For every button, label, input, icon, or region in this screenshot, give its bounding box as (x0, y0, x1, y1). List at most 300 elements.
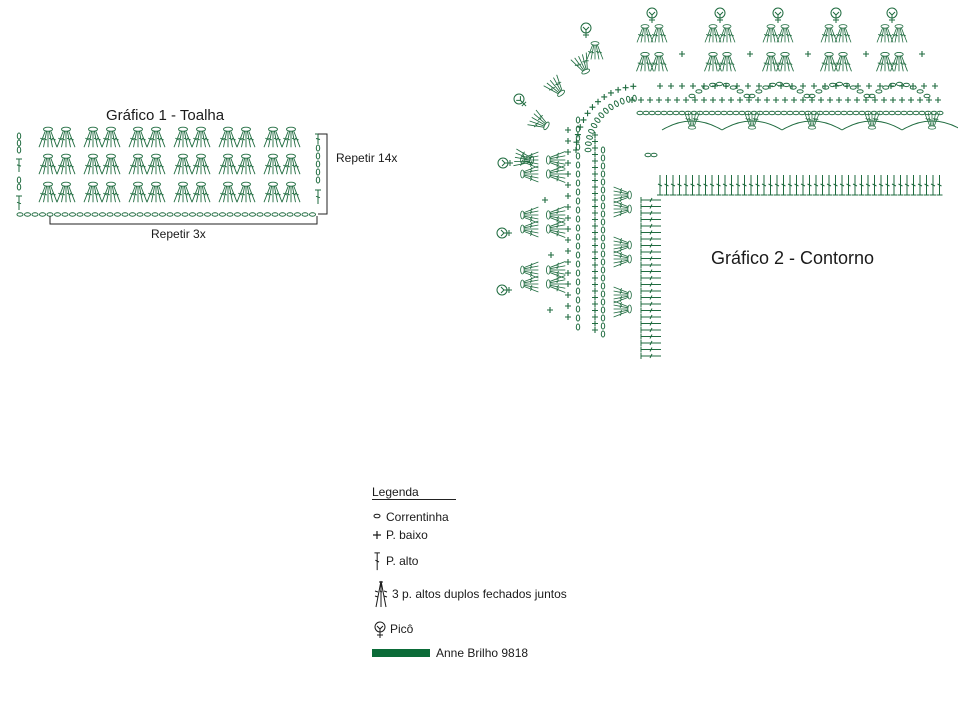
double-crochet-stitch (16, 196, 22, 210)
chain-stitch (793, 111, 799, 114)
chain-stitch (601, 243, 604, 249)
chain-stitch (901, 111, 907, 114)
double-crochet-stitch (774, 175, 780, 195)
picot-stitch (887, 8, 897, 23)
cluster-fan (174, 154, 192, 174)
double-crochet-stitch (677, 175, 683, 195)
chain-stitch (316, 169, 319, 175)
cluster-fan (546, 152, 565, 169)
chain-stitch (620, 98, 625, 105)
chain-stitch (122, 213, 128, 216)
chain-stitch (777, 82, 783, 85)
double-crochet-stitch (641, 243, 661, 249)
chain-stitch (55, 213, 61, 216)
chain-stitch (167, 213, 173, 216)
chain-stitch (829, 111, 835, 114)
double-crochet-stitch (315, 134, 321, 144)
chain-stitch (576, 252, 579, 258)
double-crochet-stitch (641, 288, 661, 294)
chart-2-title: Gráfico 2 - Contorno (711, 248, 875, 268)
single-crochet-stitch (863, 51, 869, 57)
single-crochet-stitch (592, 301, 598, 307)
chain-stitch (787, 111, 793, 114)
chain-stitch (643, 111, 649, 114)
double-crochet-stitch (904, 175, 910, 195)
chain-stitch (576, 306, 579, 312)
chain-stitch (601, 251, 604, 257)
single-crochet-stitch (592, 321, 598, 327)
single-crochet-stitch (908, 97, 914, 103)
cluster-fan (282, 127, 300, 147)
single-crochet-stitch (592, 197, 598, 203)
double-crochet-stitch (657, 175, 663, 195)
cluster-fan (544, 75, 569, 100)
single-crochet-stitch (565, 204, 571, 210)
double-crochet-stitch (664, 175, 670, 195)
chain-stitch (576, 189, 579, 195)
single-crochet-stitch (657, 83, 663, 89)
picot-stitch (773, 8, 783, 23)
chain-stitch (576, 297, 579, 303)
chain-stitch (197, 213, 203, 216)
chain-stitch (889, 111, 895, 114)
single-crochet-stitch (592, 230, 598, 236)
single-crochet-stitch (565, 160, 571, 166)
single-crochet-stitch (690, 83, 696, 89)
chain-stitch (32, 213, 38, 216)
double-crochet-stitch (641, 262, 661, 268)
double-crochet-stitch (833, 175, 839, 195)
single-crochet-stitch (818, 97, 824, 103)
single-crochet-stitch (565, 303, 571, 309)
single-crochet-stitch (615, 87, 621, 93)
chain-stitch (649, 111, 655, 114)
single-crochet-stitch (656, 97, 662, 103)
cluster-fan (192, 127, 210, 147)
repeat-cols-bracket (50, 216, 317, 224)
double-crochet-stitch (820, 175, 826, 195)
cluster-fan (147, 182, 165, 202)
cluster-fan (637, 52, 654, 71)
picot-stitch (831, 8, 841, 23)
single-crochet-stitch (745, 83, 751, 89)
chain-stitch (576, 234, 579, 240)
cluster-fan (192, 182, 210, 202)
double-crochet-stitch (641, 249, 661, 255)
single-crochet-stitch (764, 97, 770, 103)
double-crochet-stitch (742, 175, 748, 195)
chain-stitch (601, 203, 604, 209)
cluster-fan (763, 25, 779, 43)
single-crochet-stitch (773, 97, 779, 103)
chain-stitch (250, 213, 256, 216)
chain-stitch (601, 275, 604, 281)
chain-stitch (576, 288, 579, 294)
chain-stitch (107, 213, 113, 216)
double-crochet-stitch (709, 175, 715, 195)
double-crochet-stitch (683, 175, 689, 195)
chain-stitch (847, 111, 853, 114)
cluster-fan (891, 52, 908, 71)
chain-stitch (721, 111, 727, 114)
double-crochet-stitch (748, 175, 754, 195)
single-crochet-stitch (919, 51, 925, 57)
single-crochet-stitch (592, 184, 598, 190)
single-crochet-stitch (592, 295, 598, 301)
cluster-fan (521, 276, 539, 292)
chain-stitch (924, 94, 930, 97)
chain-stitch (757, 111, 763, 114)
single-crochet-stitch (601, 94, 607, 100)
chain-stitch (601, 179, 604, 185)
single-crochet-stitch (782, 97, 788, 103)
chain-stitch (841, 111, 847, 114)
double-crochet-stitch (885, 175, 891, 195)
double-crochet-stitch (937, 175, 943, 195)
double-crochet-stitch (716, 175, 722, 195)
chain-stitch (280, 213, 286, 216)
chain-stitch (877, 111, 883, 114)
chain-stitch (17, 133, 20, 139)
cluster-fan (237, 154, 255, 174)
cluster-fan (546, 207, 565, 224)
cluster-fan (637, 25, 653, 43)
chain-stitch (576, 225, 579, 231)
chain-stitch (272, 213, 278, 216)
picot-stitch (647, 8, 657, 23)
cluster-fan (129, 154, 147, 174)
double-crochet-stitch (641, 334, 661, 340)
single-crochet-stitch (665, 97, 671, 103)
chain-stitch (190, 213, 196, 216)
single-crochet-stitch (778, 83, 784, 89)
single-crochet-stitch (592, 223, 598, 229)
single-crochet-stitch (845, 97, 851, 103)
chain-stitch (576, 171, 579, 177)
single-crochet-stitch (755, 97, 761, 103)
chain-stitch (651, 153, 657, 156)
cluster-fan (282, 182, 300, 202)
cluster-fan (129, 182, 147, 202)
cluster-fan (821, 25, 837, 43)
single-crochet-stitch (548, 252, 554, 258)
cluster-fan (192, 154, 210, 174)
single-crochet-stitch (565, 171, 571, 177)
double-crochet-stitch (755, 175, 761, 195)
chain-stitch (85, 213, 91, 216)
chain-stitch (601, 227, 604, 233)
single-crochet-stitch (608, 90, 614, 96)
single-crochet-stitch (866, 83, 872, 89)
single-crochet-stitch (565, 182, 571, 188)
cluster-fan (891, 25, 907, 43)
chain-stitch (601, 219, 604, 225)
single-crochet-stitch (565, 237, 571, 243)
chain-stitch (295, 213, 301, 216)
chart-1-title: Gráfico 1 - Toalha (106, 107, 225, 124)
chain-stitch (212, 213, 218, 216)
chain-stitch (62, 213, 68, 216)
repeat-rows-label: Repetir 14x (336, 151, 398, 165)
chain-stitch (709, 111, 715, 114)
single-crochet-stitch (701, 97, 707, 103)
picot-stitch (715, 8, 725, 23)
cluster-fan (147, 154, 165, 174)
single-crochet-stitch (917, 97, 923, 103)
chain-stitch (576, 261, 579, 267)
single-crochet-stitch (592, 243, 598, 249)
chain-stitch (576, 153, 579, 159)
chain-stitch (756, 90, 762, 93)
chain-stitch (17, 147, 20, 153)
single-crochet-stitch (630, 83, 636, 89)
single-crochet-stitch (592, 217, 598, 223)
chain-stitch (316, 145, 319, 151)
chain-stitch (152, 213, 158, 216)
single-crochet-stitch (800, 83, 806, 89)
chain-stitch (679, 111, 685, 114)
single-crochet-stitch (592, 249, 598, 255)
single-crochet-stitch (580, 117, 586, 123)
single-crochet-stitch (592, 210, 598, 216)
chain-stitch (799, 111, 805, 114)
chain-stitch (769, 111, 775, 114)
double-crochet-stitch (787, 175, 793, 195)
chain-stitch (797, 90, 803, 93)
single-crochet-stitch (565, 149, 571, 155)
chain-stitch (601, 267, 604, 273)
repeat-cols-label: Repetir 3x (151, 227, 206, 241)
chain-stitch (763, 111, 769, 114)
cluster-fan (614, 251, 632, 267)
chain-stitch (576, 216, 579, 222)
double-crochet-stitch (641, 353, 661, 359)
chain-stitch (175, 213, 181, 216)
chain-stitch (17, 177, 20, 183)
chain-stitch (100, 213, 106, 216)
cluster-fan (219, 127, 237, 147)
cluster-fan (102, 154, 120, 174)
chain-stitch (130, 213, 136, 216)
cluster-fan (821, 52, 838, 71)
single-crochet-stitch (592, 288, 598, 294)
chain-stitch (40, 213, 46, 216)
double-crochet-stitch (641, 269, 661, 275)
legend-title: Legenda (372, 485, 419, 499)
single-crochet-stitch (565, 215, 571, 221)
double-crochet-stitch (641, 321, 661, 327)
picot-icon (372, 620, 388, 640)
chain-stitch (576, 279, 579, 285)
double-crochet-stitch (859, 175, 865, 195)
cluster-fan (57, 127, 75, 147)
chain-stitch (601, 259, 604, 265)
double-crochet-stitch (878, 175, 884, 195)
cluster-fan (237, 127, 255, 147)
chain-stitch (673, 111, 679, 114)
cluster-fan (219, 182, 237, 202)
chain-stitch (17, 184, 20, 190)
single-crochet-stitch (565, 226, 571, 232)
single-crochet-stitch (734, 83, 740, 89)
picot-stitch (512, 92, 530, 110)
single-crochet-stitch (592, 275, 598, 281)
cluster-fan (527, 110, 552, 134)
chain-stitch (816, 90, 822, 93)
double-crochet-stitch (826, 175, 832, 195)
chain-stitch (576, 198, 579, 204)
legend (372, 482, 632, 672)
chain-stitch (576, 243, 579, 249)
single-crochet-stitch (679, 83, 685, 89)
chain-stitch (717, 82, 723, 85)
chain-stitch (77, 213, 83, 216)
cluster-fan (57, 182, 75, 202)
double-crochet-stitch (852, 175, 858, 195)
single-crochet-stitch (592, 191, 598, 197)
double-crochet-stitch (641, 282, 661, 288)
chain-stitch (603, 107, 610, 114)
chain-stitch (837, 82, 843, 85)
chain-stitch (727, 111, 733, 114)
chain-stitch (703, 111, 709, 114)
double-crochet-stitch (641, 230, 661, 236)
single-crochet-stitch (877, 83, 883, 89)
cluster-fan (777, 25, 793, 43)
cluster-fan (546, 276, 565, 293)
chain-stitch (586, 135, 593, 140)
single-crochet-stitch (747, 51, 753, 57)
double-crochet-stitch (735, 175, 741, 195)
cluster-fan (57, 154, 75, 174)
cluster-fan (521, 207, 539, 223)
cluster-fan (39, 127, 57, 147)
single-crochet-stitch (565, 127, 571, 133)
chain-stitch (823, 111, 829, 114)
legend-label: Correntinha (386, 510, 449, 524)
single-crochet-stitch (565, 270, 571, 276)
chain-stitch (576, 162, 579, 168)
cluster-fan (546, 221, 565, 238)
cluster-fan (237, 182, 255, 202)
chain-stitch (585, 148, 591, 151)
single-crochet-stitch (921, 83, 927, 89)
single-crochet-stitch (674, 97, 680, 103)
single-crochet-stitch (647, 97, 653, 103)
double-crochet-stitch (807, 175, 813, 195)
single-crochet-stitch (899, 97, 905, 103)
cluster-fan (705, 52, 722, 71)
double-crochet-stitch (690, 175, 696, 195)
single-crochet-stitch (542, 197, 548, 203)
chain-stitch (715, 111, 721, 114)
single-crochet-stitch (592, 139, 598, 145)
chain-stitch (47, 213, 53, 216)
cluster-fan (546, 166, 565, 183)
chain-stitch (601, 283, 604, 289)
chain-stitch (316, 153, 319, 159)
double-crochet-stitch (696, 175, 702, 195)
chain-stitch (576, 315, 579, 321)
cluster-fan (614, 187, 632, 203)
chain-stitch (92, 213, 98, 216)
cluster-fan (835, 25, 851, 43)
chain-stitch (265, 213, 271, 216)
chain-stitch (235, 213, 241, 216)
cluster-fan (129, 127, 147, 147)
chain-stitch (17, 213, 23, 216)
cluster-fan (763, 52, 780, 71)
chain-stitch (645, 153, 651, 156)
cluster-fan (84, 182, 102, 202)
double-crochet-stitch (670, 175, 676, 195)
single-crochet-stitch (932, 83, 938, 89)
single-crochet-stitch (565, 281, 571, 287)
single-crochet-stitch (565, 138, 571, 144)
double-crochet-stitch (898, 175, 904, 195)
single-crochet-stitch (791, 97, 797, 103)
legend-label: Picô (390, 622, 414, 636)
cluster-fan (521, 166, 539, 182)
chain-stitch (70, 213, 76, 216)
chain-stitch (576, 207, 579, 213)
single-crochet-stitch (854, 97, 860, 103)
single-crochet-stitch (592, 308, 598, 314)
chain-stitch (182, 213, 188, 216)
chain-stitch (917, 90, 923, 93)
picot-stitch (497, 285, 512, 295)
chain-stitch (287, 213, 293, 216)
chart-1-grid (16, 127, 321, 216)
single-crochet-stitch (565, 248, 571, 254)
cluster-icon (372, 579, 390, 611)
picot-stitch (581, 23, 591, 38)
double-crochet-stitch (641, 275, 661, 281)
chain-stitch (588, 129, 595, 134)
cluster-fan (877, 25, 893, 43)
double-crochet-stitch (917, 175, 923, 195)
single-crochet-stitch (565, 292, 571, 298)
cluster-fan (102, 127, 120, 147)
cluster-fan (719, 52, 736, 71)
single-crochet-stitch (890, 97, 896, 103)
cluster-fan (174, 127, 192, 147)
double-crochet-stitch (641, 223, 661, 229)
legend-divider (372, 499, 456, 500)
chain-stitch (876, 90, 882, 93)
cluster-fan (614, 237, 632, 253)
single-crochet-stitch (712, 83, 718, 89)
chain-stitch (601, 171, 604, 177)
chain-stitch (859, 111, 865, 114)
double-crochet-stitch (641, 314, 661, 320)
chain-stitch (601, 187, 604, 193)
single-crochet-stitch (737, 97, 743, 103)
chain-stitch (576, 270, 579, 276)
chain-stitch (302, 213, 308, 216)
double-crochet-stitch (930, 175, 936, 195)
cluster-fan (264, 182, 282, 202)
cluster-fan (39, 182, 57, 202)
single-crochet-stitch (836, 97, 842, 103)
legend-label: P. alto (386, 554, 419, 568)
cluster-fan (147, 127, 165, 147)
single-crochet-stitch (565, 259, 571, 265)
single-crochet-stitch (592, 165, 598, 171)
cluster-fan (264, 127, 282, 147)
single-crochet-stitch (833, 83, 839, 89)
double-crochet-stitch (911, 175, 917, 195)
